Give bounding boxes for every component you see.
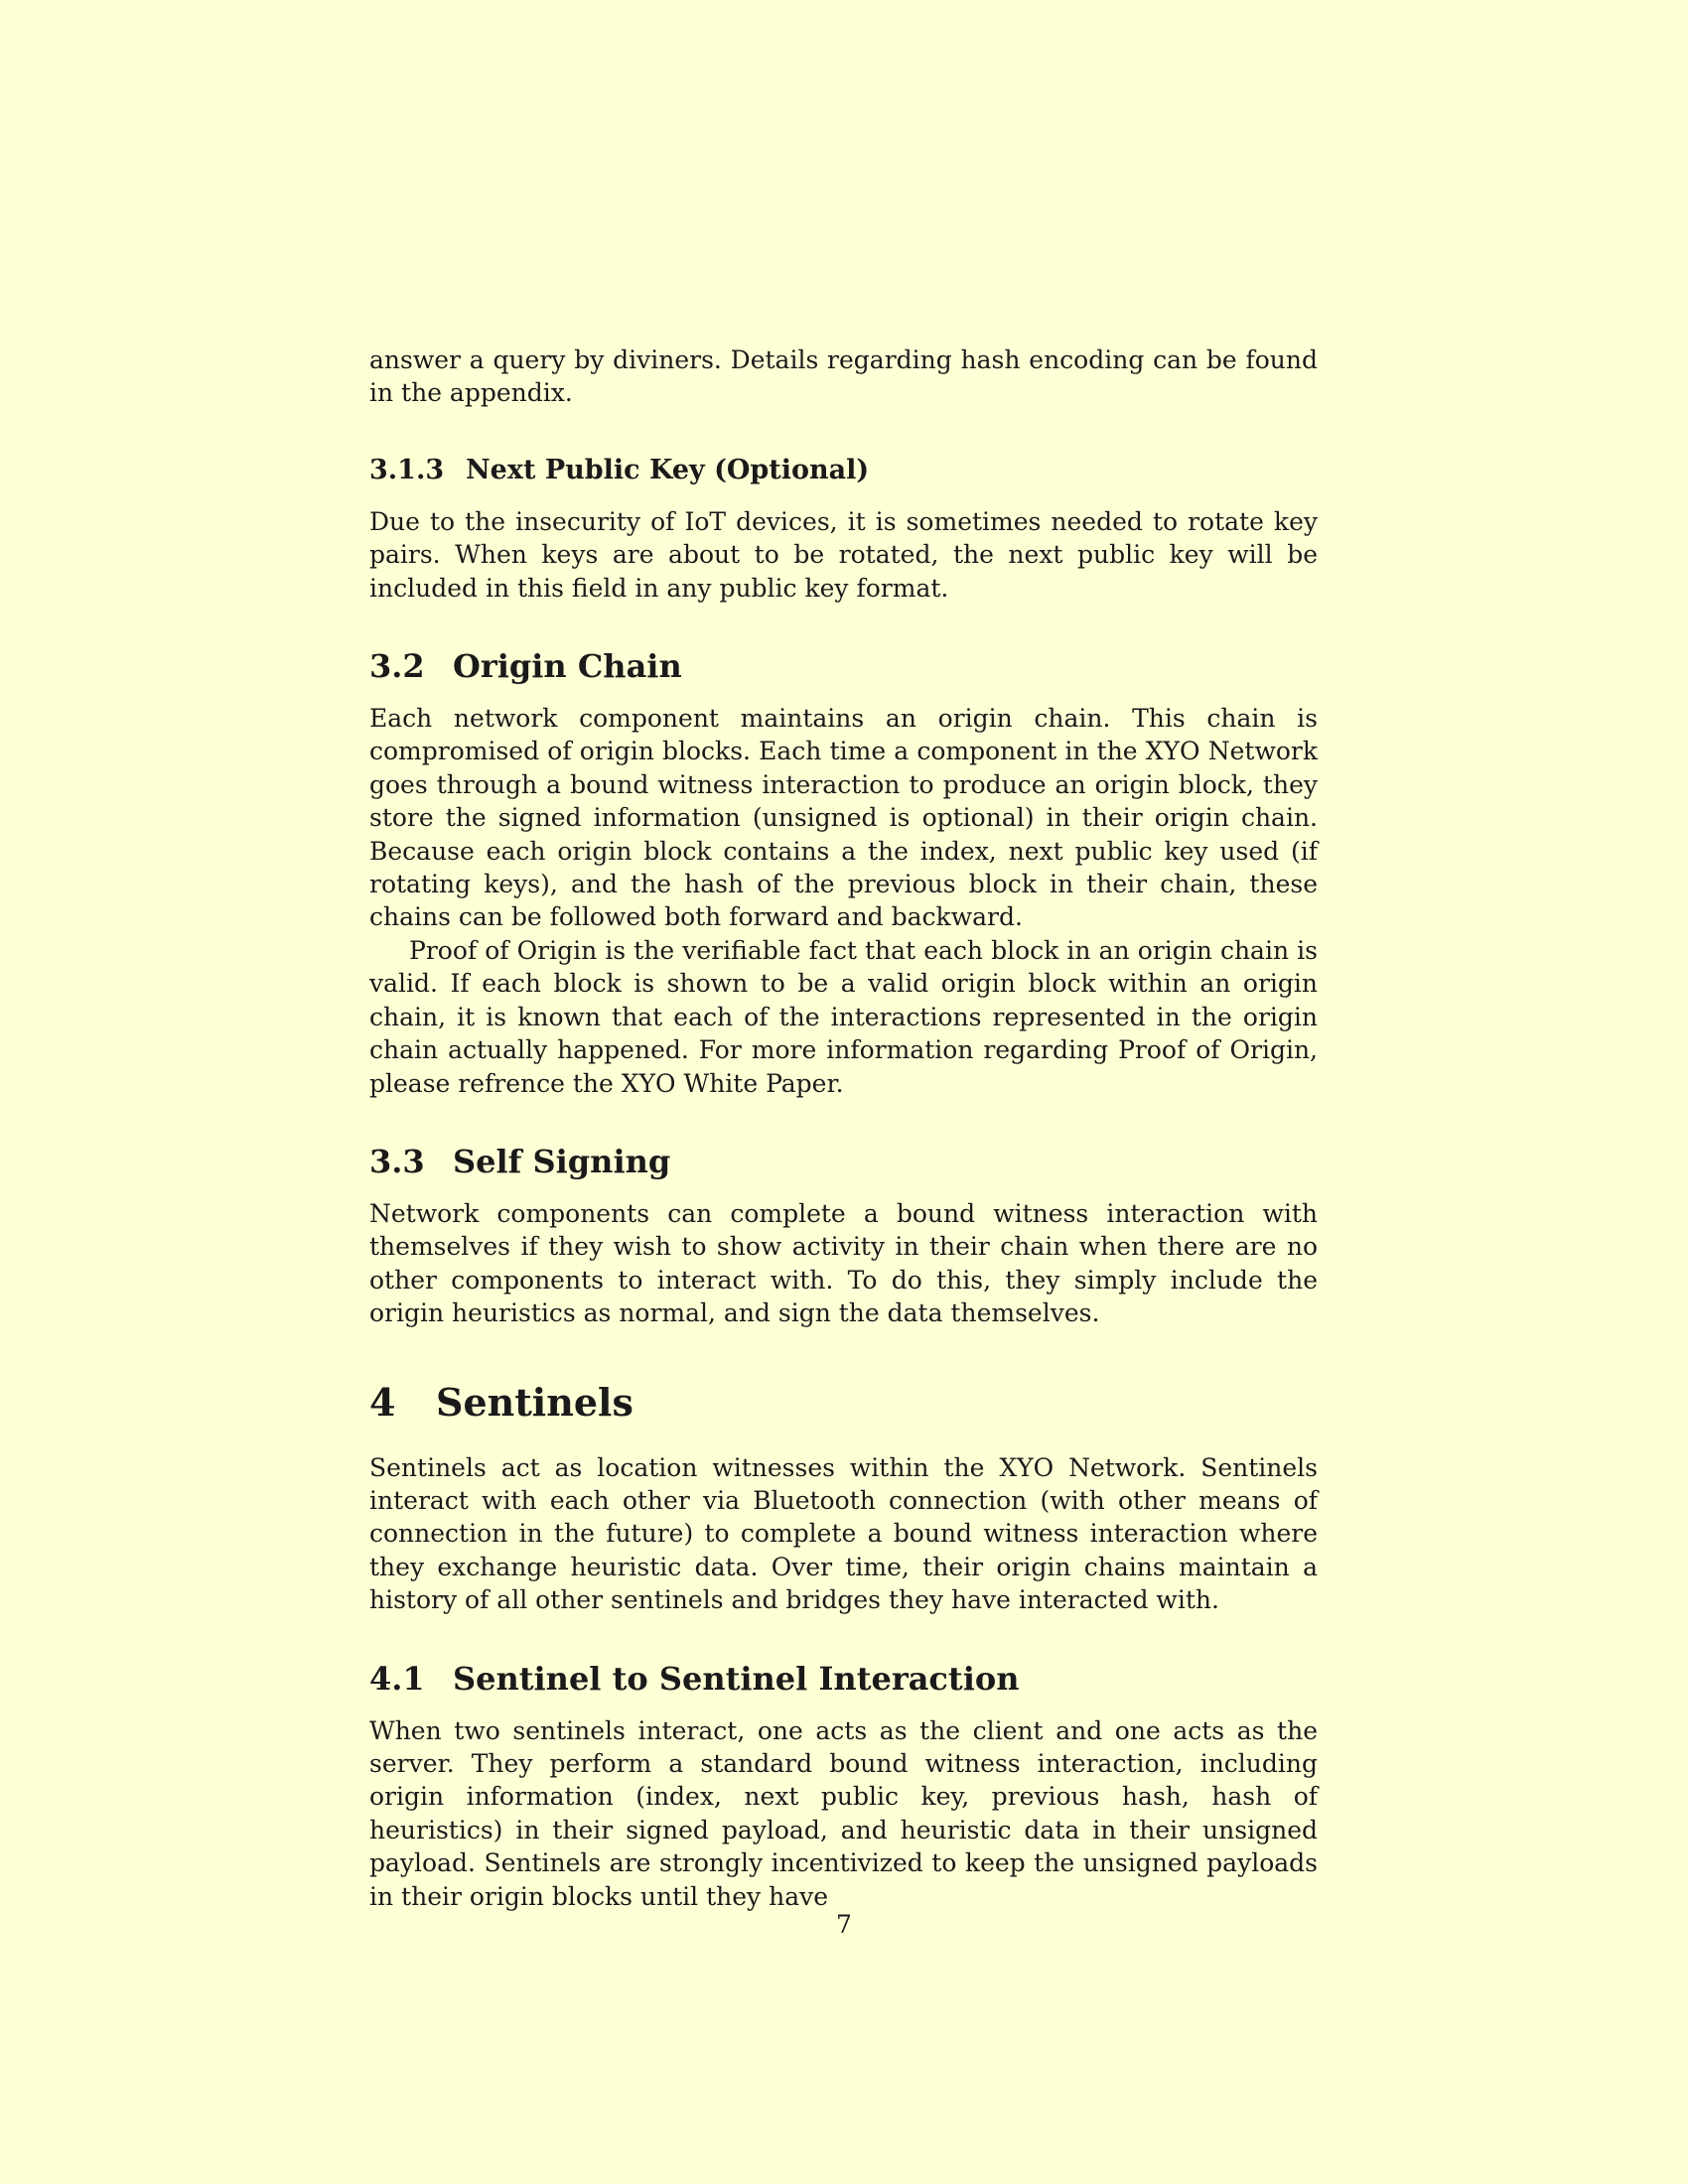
paragraph-origin-chain: Each network component maintains an origin chain. This chain is compromised of origin blocks. Each time a component in the XYO Network goes through a bound witness interaction to produce an origin block, they store the signed information (unsigned is optional) in their origin chain. Because each origin block contains a the index, next public key used (if rotating keys), and the hash of the previous block in their chain, these chains can be followed both forward and backward. — [369, 704, 1318, 932]
heading-title: Next Public Key (Optional) — [466, 454, 870, 485]
heading-title: Origin Chain — [453, 647, 682, 686]
continued-paragraph: answer a query by diviners. Details regarding hash encoding can be found in the appendix. — [369, 345, 1318, 408]
paragraph-sentinel-interaction: When two sentinels interact, one acts as the client and one acts as the server. They perform a standard bound witness interaction, including origin information (index, next public key, previous hash, hash of heuristics) in their signed payload, and heuristic data in their unsigned payload. Sentinels are strongly incentivized to keep the unsigned payloads in their origin blocks until they have — [369, 1715, 1318, 1911]
heading-3-2 — [369, 646, 1318, 686]
text-column — [369, 343, 1318, 1913]
heading-title: Sentinel to Sentinel Interaction — [453, 1659, 1020, 1698]
heading-number: 3.2 — [369, 647, 425, 686]
paragraph-sentinels: Sentinels act as location witnesses within the XYO Network. Sentinels interact with each other via Bluetooth connection (with other means of connection in the future) to complete a bound witness interaction where they exchange heuristic data. Over time, their origin chains maintain a history of all other sentinels and bridges they have interacted with. — [369, 1452, 1318, 1615]
heading-3-1-3 — [369, 454, 1318, 487]
heading-number: 3.1.3 — [369, 454, 445, 485]
heading-number: 3.3 — [369, 1142, 425, 1180]
heading-4-1 — [369, 1659, 1318, 1699]
paragraph-self-signing: Network components can complete a bound witness interaction with themselves if they wish to show activity in their chain when there are no other components to interact with. To do this, they simply include the origin heuristics as normal, and sign the data themselves. — [369, 1198, 1318, 1328]
heading-4 — [369, 1380, 1318, 1426]
page-number: 7 — [836, 1910, 852, 1939]
paragraph-proof-of-origin: Proof of Origin is the verifiable fact that each block in an origin chain is valid. If each block is shown to be a valid origin block within an origin chain, it is known that each of the interactions represented in the origin chain actually happened. For more information regarding Proof of Origin, please refrence the XYO White Paper. — [369, 935, 1318, 1098]
heading-3-3 — [369, 1142, 1318, 1181]
paragraph-next-public-key: Due to the insecurity of IoT devices, it is sometimes needed to rotate key pairs. When keys are about to be rotated, the next public key will be included in this field in any public key format. — [369, 506, 1318, 603]
heading-title: Self Signing — [453, 1142, 671, 1180]
heading-number: 4.1 — [369, 1659, 425, 1698]
heading-title: Sentinels — [436, 1379, 633, 1425]
heading-number: 4 — [369, 1379, 396, 1425]
